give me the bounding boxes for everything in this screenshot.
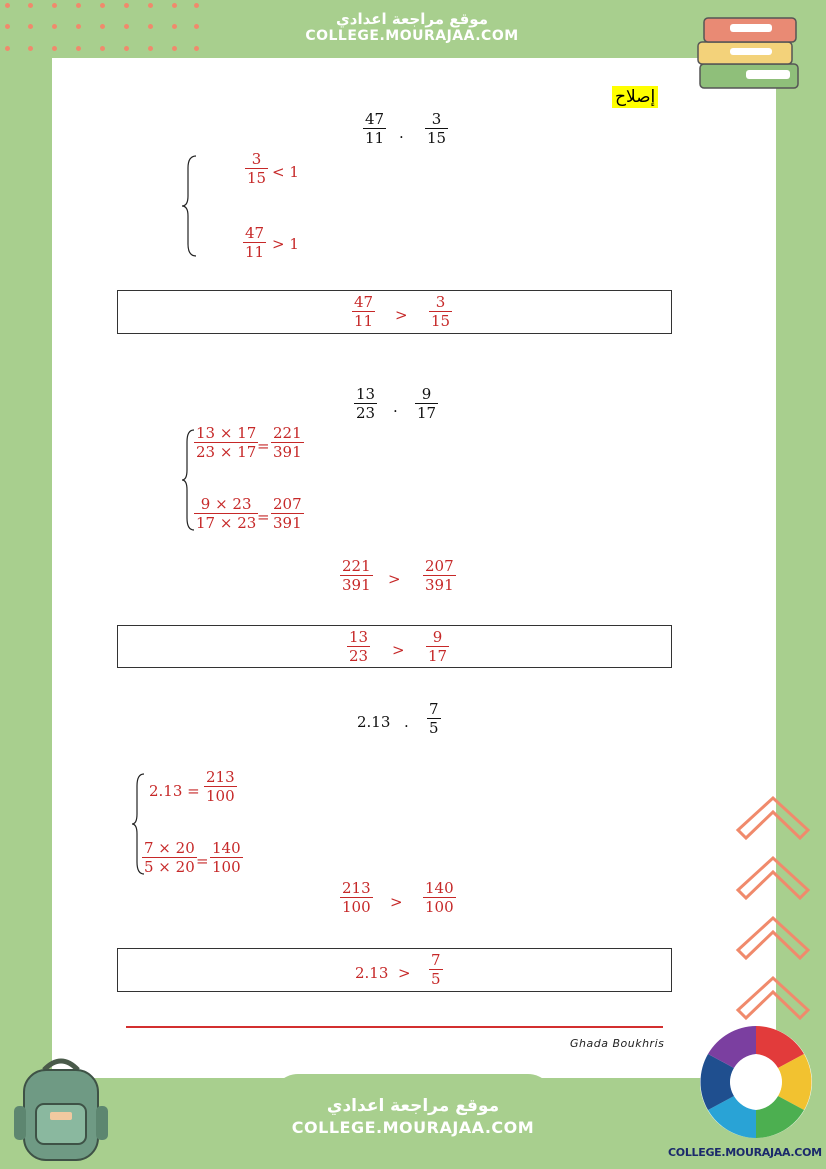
footer-brand: COLLEGE.MOURAJAA.COM: [668, 1146, 822, 1159]
ex3-step1-left: 2.13 =: [149, 782, 200, 800]
ex3-step2-eq: =: [196, 852, 209, 870]
ex3-step2-left: $\frac{7 \times 20}{5 \times 20}$: [144, 839, 195, 876]
footer-site: COLLEGE.MOURAJAA.COM: [291, 1118, 535, 1137]
ex1-question-frac-a: $\frac{47}{11}$: [365, 110, 385, 147]
backpack-icon: [6, 1052, 116, 1164]
signature-rule: [126, 1026, 663, 1028]
ex3-compare-op: >: [390, 893, 403, 911]
ex3-answer-decimal: 2.13: [355, 964, 389, 982]
ex2-compare-op: >: [388, 570, 401, 588]
correction-title: إصلاح: [612, 86, 658, 108]
ex2-step2-left: $\frac{9 \times 23}{17 \times 23}$: [196, 495, 257, 532]
header-banner: [262, 0, 562, 58]
ex1-step1-relation: < 1: [272, 163, 299, 181]
ex1-brace: [180, 154, 198, 258]
page-paper: [52, 58, 776, 1078]
ex3-answer-op: >: [398, 964, 411, 982]
ex3-question-frac-b: $\frac{7}{5}$: [429, 700, 439, 737]
ex2-step1-right: $\frac{221}{391}$: [273, 424, 302, 461]
footer-arabic: موقع مراجعة اعدادي: [326, 1096, 500, 1116]
header-site: COLLEGE.MOURAJAA.COM: [305, 28, 519, 44]
ex2-answer-frac-a: $\frac{13}{23}$: [349, 628, 369, 665]
ex1-answer-frac-a: $\frac{47}{11}$: [354, 293, 374, 330]
ex3-answer-frac-b: $\frac{7}{5}$: [431, 951, 441, 988]
signature: Ghada Boukhris: [570, 1037, 665, 1050]
ex3-step2-right: $\frac{140}{100}$: [212, 839, 241, 876]
ex3-answer-box: [117, 948, 672, 992]
ex3-compare-frac-a: $\frac{213}{100}$: [342, 879, 371, 916]
ex2-question-frac-a: $\frac{13}{23}$: [356, 385, 376, 422]
ex2-step1-left: $\frac{13 \times 17}{23 \times 17}$: [196, 424, 257, 461]
ex2-answer-op: >: [392, 641, 405, 659]
ex1-answer-op: >: [395, 306, 408, 324]
ex1-step2-relation: > 1: [272, 235, 299, 253]
ex3-question-decimal: 2.13: [357, 713, 391, 731]
site-logo-icon: [694, 1022, 818, 1142]
books-icon: [690, 8, 805, 98]
footer-banner: [272, 1074, 554, 1169]
ex2-question-dot: .: [393, 398, 398, 416]
ex1-question-frac-b: $\frac{3}{15}$: [427, 110, 447, 147]
chevron-up-decorations: [728, 790, 818, 1030]
ex1-question-dot: .: [399, 124, 404, 142]
header-arabic: موقع مراجعة اعدادي: [336, 10, 488, 28]
ex1-step2-frac: $\frac{47}{11}$: [245, 224, 265, 261]
ex2-step1-eq: =: [257, 437, 270, 455]
ex3-step1-right: $\frac{213}{100}$: [206, 768, 235, 805]
ex2-step2-eq: =: [257, 508, 270, 526]
ex2-compare-frac-b: $\frac{207}{391}$: [425, 557, 454, 594]
decorative-dots: [0, 0, 200, 55]
ex3-question-dot: .: [404, 713, 409, 731]
ex2-answer-frac-b: $\frac{9}{17}$: [428, 628, 448, 665]
ex1-step1-frac: $\frac{3}{15}$: [247, 150, 267, 187]
ex3-compare-frac-b: $\frac{140}{100}$: [425, 879, 454, 916]
ex2-compare-frac-a: $\frac{221}{391}$: [342, 557, 371, 594]
ex1-answer-frac-b: $\frac{3}{15}$: [431, 293, 451, 330]
ex2-step2-right: $\frac{207}{391}$: [273, 495, 302, 532]
ex2-question-frac-b: $\frac{9}{17}$: [417, 385, 437, 422]
